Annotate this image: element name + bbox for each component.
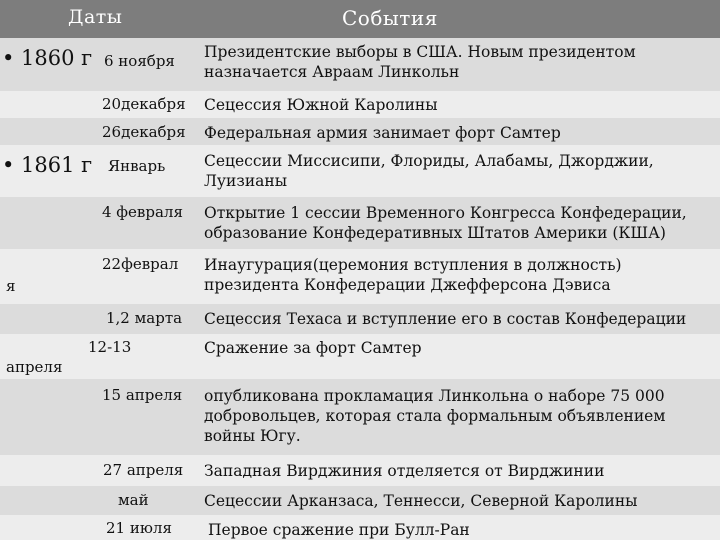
date-cell: 20декабря [102, 95, 186, 113]
header-dates: Даты [68, 6, 123, 28]
event-cell: Сецессии Миссисипи, Флориды, Алабамы, Джорджии, Луизианы [204, 152, 654, 190]
date-cell: 15 апреля [102, 386, 183, 404]
table-row [0, 379, 720, 455]
date-cell: 22феврал [102, 255, 179, 273]
date-overflow: я [6, 277, 16, 295]
table-row [0, 486, 720, 515]
date-cell: май [118, 491, 149, 509]
event-cell: Сецессия Южной Каролины [204, 96, 438, 114]
event-cell: Инаугурация(церемония вступления в должность) президента Конфедерации Джефферсона Дэвиса [204, 256, 622, 294]
table-row [0, 515, 720, 540]
date-cell: 1,2 марта [106, 309, 183, 327]
event-cell: Открытие 1 сессии Временного Конгресса Конфедерации, образование Конфедеративных Штатов Америки (КША) [204, 204, 687, 242]
date-overflow: апреля [6, 358, 63, 376]
year-label: • 1860 г [2, 46, 93, 70]
table-row [0, 145, 720, 197]
date-cell: 12-13 [88, 338, 132, 356]
date-cell: 21 июля [106, 519, 172, 537]
table-row [0, 197, 720, 249]
table-row [0, 38, 720, 91]
event-cell: опубликована прокламация Линкольна о наборе 75 000 добровольцев, которая стала формальным объявлением войны Югу. [204, 387, 666, 445]
event-cell: Западная Вирджиния отделяется от Вирджинии [204, 462, 605, 480]
table-row [0, 91, 720, 118]
date-cell: 4 февраля [102, 203, 183, 221]
date-cell: Январь [108, 157, 166, 175]
table-header [0, 0, 720, 38]
table-row [0, 118, 720, 145]
date-cell: 26декабря [102, 123, 186, 141]
table-row [0, 304, 720, 334]
year-label: • 1861 г [2, 153, 93, 177]
event-cell: Сражение за форт Самтер [204, 339, 422, 357]
event-cell: Федеральная армия занимает форт Самтер [204, 124, 561, 142]
date-cell: 27 апреля [103, 461, 184, 479]
table-row [0, 249, 720, 304]
header-events: События [342, 6, 438, 30]
event-cell: Первое сражение при Булл-Ран [208, 521, 470, 539]
table-row [0, 455, 720, 486]
event-cell: Сецессия Техаса и вступление его в состав Конфедерации [204, 310, 687, 328]
table-row [0, 334, 720, 379]
event-cell: Президентские выборы в США. Новым президентом назначается Авраам Линкольн [204, 43, 636, 81]
event-cell: Сецессии Арканзаса, Теннесси, Северной Каролины [204, 492, 638, 510]
date-cell: 6 ноября [104, 52, 175, 70]
